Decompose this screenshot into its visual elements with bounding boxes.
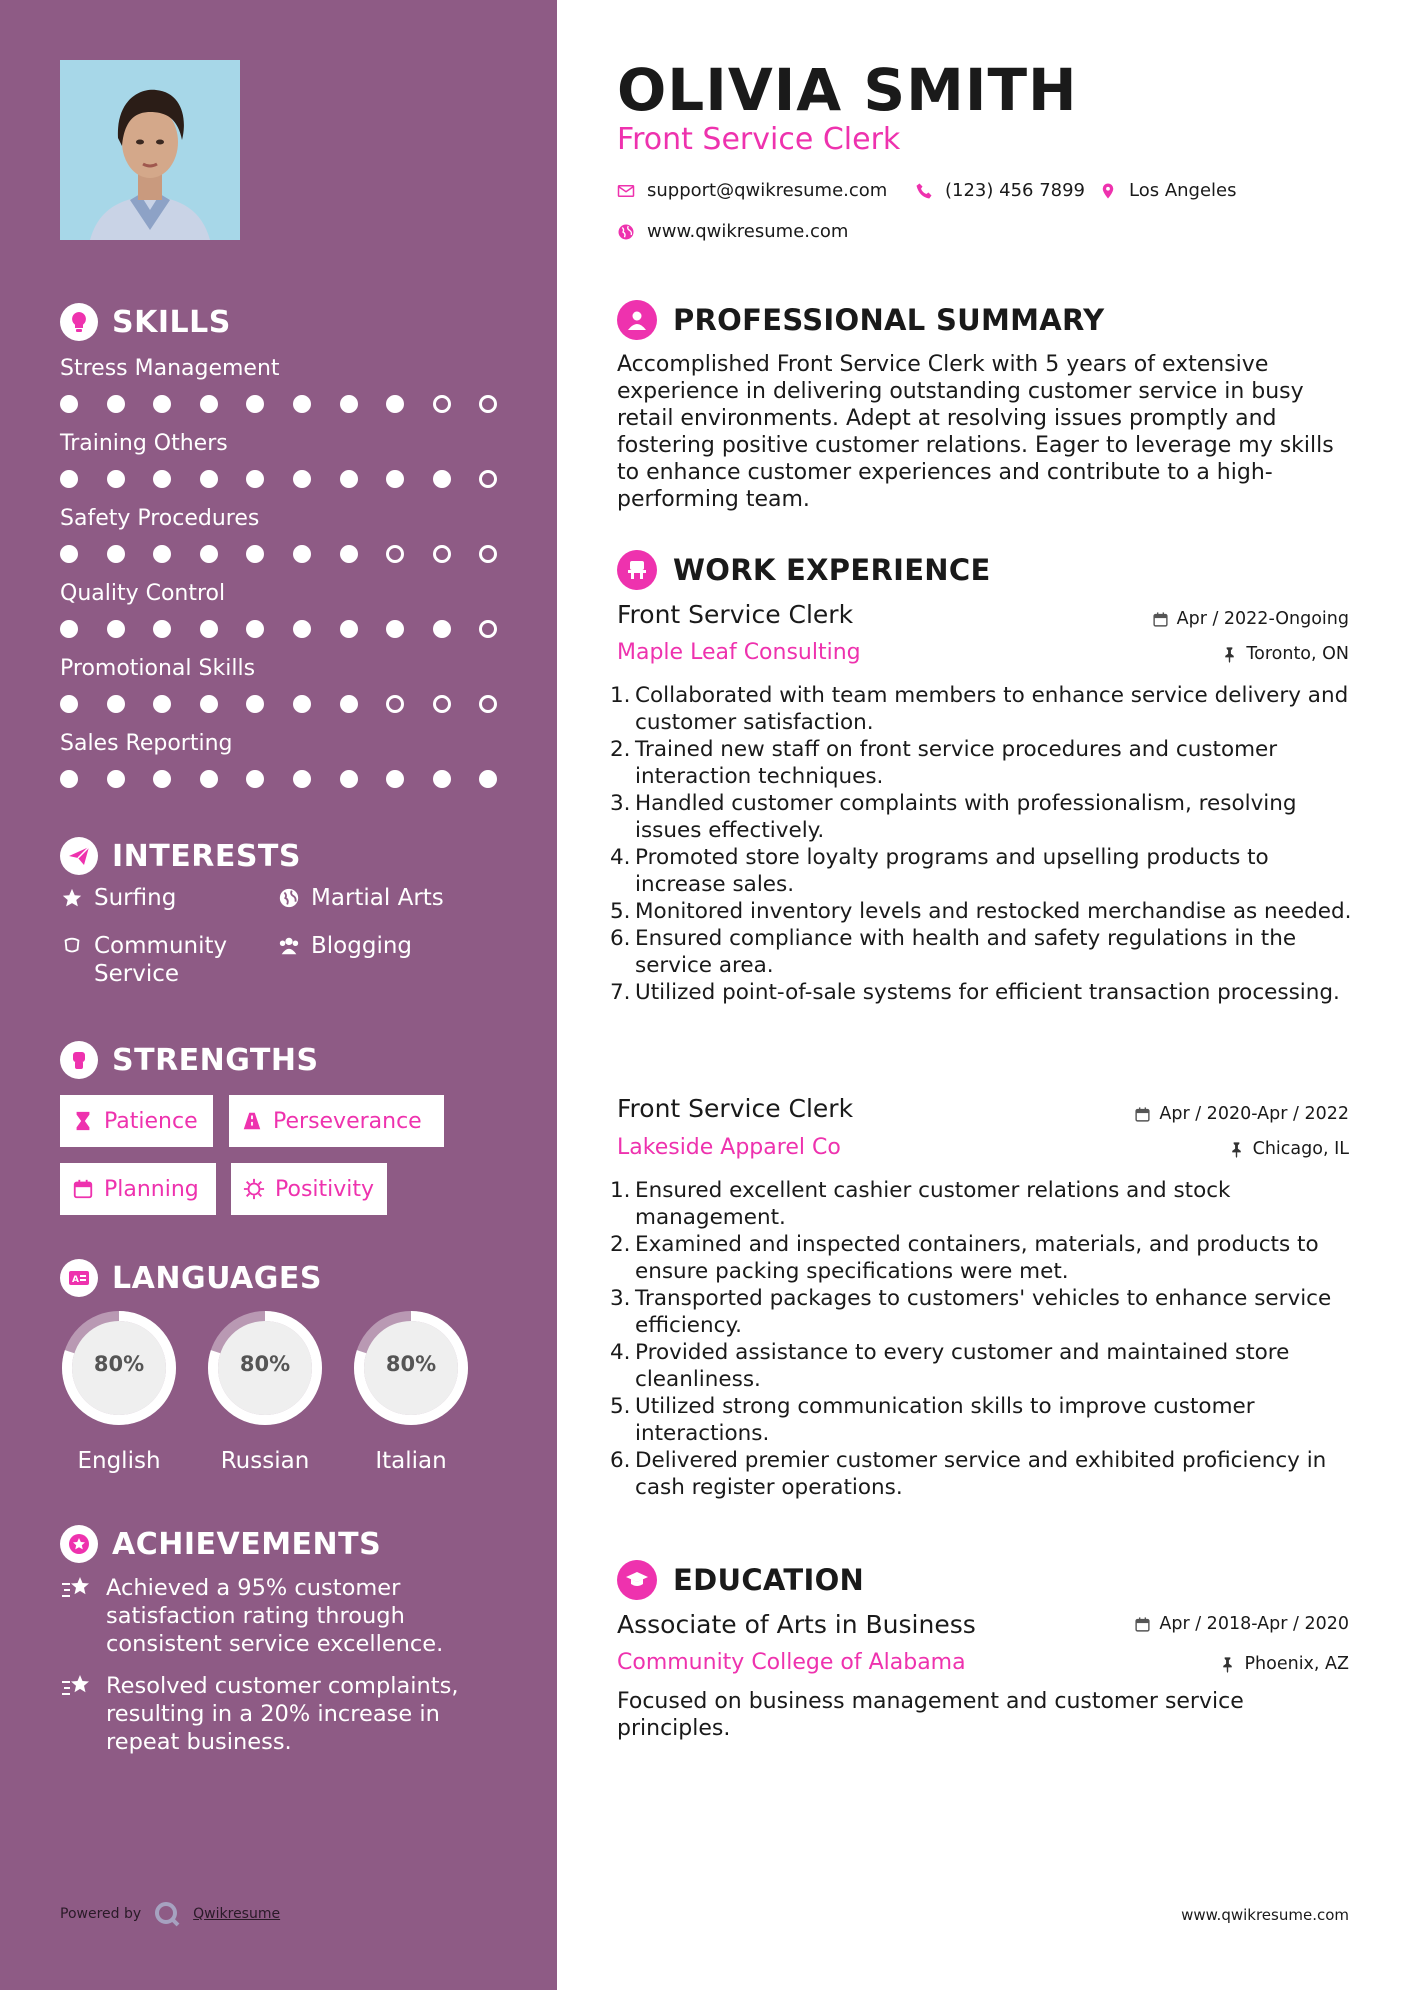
- rating-dot-filled: [433, 770, 451, 788]
- rating-dot-empty: [479, 470, 497, 488]
- location-text: Los Angeles: [1129, 180, 1237, 201]
- languages-heading: [60, 1259, 322, 1297]
- footer-website[interactable]: www.qwikresume.com: [1181, 1906, 1349, 1924]
- language-percent: 80%: [385, 1352, 437, 1376]
- rating-dot-filled: [479, 770, 497, 788]
- job-company: Maple Leaf Consulting: [617, 640, 861, 665]
- skills-title: SKILLS: [112, 304, 231, 340]
- rating-dot-empty: [479, 695, 497, 713]
- rating-dot-filled: [246, 620, 264, 638]
- bullet-number: 4.: [610, 1340, 631, 1365]
- rating-dot-empty: [386, 545, 404, 563]
- phone-icon: [915, 182, 933, 200]
- job-bullet: [610, 1447, 1355, 1501]
- bullet-number: 5.: [610, 899, 631, 924]
- rating-dot-filled: [340, 470, 358, 488]
- job-title: Front Service Clerk: [617, 1094, 854, 1123]
- education-location-text: Phoenix, AZ: [1244, 1654, 1349, 1674]
- rating-dot-filled: [386, 395, 404, 413]
- job-location-text: Chicago, IL: [1252, 1139, 1349, 1159]
- achievement-item: [60, 1672, 480, 1756]
- language-name: Italian: [375, 1448, 447, 1474]
- contact-location: [1099, 180, 1237, 201]
- rating-dot-filled: [386, 770, 404, 788]
- rating-dot-filled: [60, 470, 78, 488]
- language-percent: 80%: [93, 1352, 145, 1376]
- job-location: [1228, 1139, 1349, 1159]
- degree-title: Associate of Arts in Business: [617, 1610, 976, 1639]
- bullet-number: 1.: [610, 683, 631, 708]
- language-card-icon: [60, 1259, 98, 1297]
- rating-dot-filled: [293, 620, 311, 638]
- bullet-text: Transported packages to customers' vehicles to enhance service efficiency.: [635, 1286, 1332, 1338]
- rating-dot-filled: [433, 470, 451, 488]
- interest-label: Blogging: [311, 933, 413, 959]
- achievement-text: Resolved customer complaints, resulting in a 20% increase in repeat business.: [106, 1673, 459, 1755]
- sidebar: [0, 0, 557, 1990]
- job-bullet: [610, 790, 1355, 844]
- skill-rating: [60, 695, 500, 715]
- interest-item-martial-arts: [277, 884, 461, 912]
- rating-dot-filled: [107, 770, 125, 788]
- skill-rating: [60, 470, 500, 490]
- education-title: EDUCATION: [673, 1563, 865, 1597]
- rating-dot-filled: [246, 470, 264, 488]
- summary-heading: [617, 300, 1104, 340]
- bullet-number: 3.: [610, 791, 631, 816]
- rating-dot-filled: [293, 770, 311, 788]
- bullet-number: 7.: [610, 980, 631, 1005]
- skill-row: [60, 505, 500, 533]
- website-text: www.qwikresume.com: [647, 221, 849, 242]
- skill-rating: [60, 545, 500, 565]
- map-pin-icon: [1099, 182, 1117, 200]
- rating-dot-filled: [60, 395, 78, 413]
- bullet-text: Handled customer complaints with professionalism, resolving issues effectively.: [635, 791, 1297, 843]
- rating-dot-filled: [246, 695, 264, 713]
- experience-heading: [617, 550, 991, 590]
- contact-email[interactable]: [617, 180, 887, 201]
- strength-badge-patience: [60, 1095, 213, 1147]
- rating-dot-filled: [200, 545, 218, 563]
- globe-icon: [617, 223, 635, 241]
- interest-item-surfing: [60, 884, 244, 912]
- strengths-title: STRENGTHS: [112, 1042, 319, 1078]
- pushpin-icon: [1219, 1656, 1236, 1673]
- bullet-number: 5.: [610, 1394, 631, 1419]
- hand-icon: [60, 932, 84, 960]
- job-bullet: [610, 682, 1355, 736]
- rating-dot-filled: [293, 695, 311, 713]
- interest-label: Community Service: [94, 933, 228, 987]
- profile-photo: [60, 60, 240, 240]
- language-item: [203, 1306, 327, 1474]
- candidate-role: Front Service Clerk: [617, 122, 901, 157]
- rating-dot-filled: [340, 545, 358, 563]
- job-location-text: Toronto, ON: [1246, 644, 1349, 664]
- powered-by: [60, 1900, 280, 1928]
- strengths-heading: [60, 1041, 319, 1079]
- contact-phone[interactable]: [915, 180, 1085, 201]
- bullet-number: 4.: [610, 845, 631, 870]
- rating-dot-filled: [107, 545, 125, 563]
- shooting-star-icon: [60, 1574, 92, 1658]
- skill-rating: [60, 395, 500, 415]
- star-icon: [60, 884, 84, 912]
- interests-title: INTERESTS: [112, 838, 301, 874]
- hourglass-icon: [72, 1110, 94, 1132]
- interest-item-blogging: [277, 932, 461, 960]
- desk-icon: [617, 550, 657, 590]
- job-bullet: [610, 925, 1355, 979]
- bullet-text: Ensured excellent cashier customer relations and stock management.: [635, 1178, 1231, 1230]
- rating-dot-filled: [293, 470, 311, 488]
- interests-heading: [60, 837, 301, 875]
- rating-dot-empty: [433, 395, 451, 413]
- strength-badge-planning: [60, 1163, 216, 1215]
- bullet-text: Collaborated with team members to enhance service delivery and customer satisfaction.: [635, 683, 1349, 735]
- email-text: support@qwikresume.com: [647, 180, 888, 201]
- calendar-icon: [1134, 1616, 1151, 1633]
- job-dates-text: Apr / 2020-Apr / 2022: [1159, 1104, 1349, 1124]
- skill-rating: [60, 770, 500, 790]
- achievements-title: ACHIEVEMENTS: [112, 1526, 382, 1562]
- bullet-text: Promoted store loyalty programs and upselling products to increase sales.: [635, 845, 1269, 897]
- rating-dot-filled: [153, 470, 171, 488]
- rating-dot-filled: [107, 620, 125, 638]
- fist-icon: [60, 1041, 98, 1079]
- calendar-icon: [72, 1178, 94, 1200]
- interest-label: Martial Arts: [311, 885, 444, 911]
- skill-rating: [60, 620, 500, 640]
- graduation-cap-icon: [617, 1560, 657, 1600]
- job-dates: [1152, 609, 1349, 629]
- badge-star-icon: [60, 1525, 98, 1563]
- education-heading: [617, 1560, 864, 1600]
- bullet-number: 2.: [610, 737, 631, 762]
- bullet-text: Trained new staff on front service procedures and customer interaction techniques.: [635, 737, 1278, 789]
- rating-dot-empty: [433, 695, 451, 713]
- skill-name: Sales Reporting: [60, 731, 233, 756]
- skill-name: Promotional Skills: [60, 656, 256, 681]
- job-bullet: [610, 898, 1355, 925]
- paper-plane-icon: [60, 837, 98, 875]
- interest-item-community-service: [60, 932, 244, 988]
- language-item: [57, 1306, 181, 1474]
- bullet-number: 2.: [610, 1232, 631, 1257]
- powered-by-label: Powered by: [60, 1906, 142, 1922]
- phone-text: (123) 456 7899: [945, 180, 1086, 201]
- job-dates-text: Apr / 2022-Ongoing: [1176, 609, 1349, 629]
- rating-dot-filled: [153, 770, 171, 788]
- rating-dot-filled: [200, 470, 218, 488]
- job-bullet: [610, 1339, 1355, 1393]
- bullet-number: 3.: [610, 1286, 631, 1311]
- skill-row: [60, 730, 500, 758]
- bullet-text: Ensured compliance with health and safety regulations in the service area.: [635, 926, 1297, 978]
- education-dates-text: Apr / 2018-Apr / 2020: [1159, 1614, 1349, 1634]
- candidate-name: OLIVIA SMITH: [617, 56, 1078, 124]
- calendar-icon: [1152, 611, 1169, 628]
- job-company: Lakeside Apparel Co: [617, 1135, 841, 1160]
- rating-dot-filled: [153, 620, 171, 638]
- interest-label: Surfing: [94, 885, 177, 911]
- portrait-image: [60, 60, 240, 240]
- shooting-star-icon: [60, 1672, 92, 1756]
- strength-badge-perseverance: [229, 1095, 444, 1147]
- bullet-text: Delivered premier customer service and exhibited proficiency in cash register operations.: [635, 1448, 1327, 1500]
- job-bullet: [610, 736, 1355, 790]
- language-percent: 80%: [239, 1352, 291, 1376]
- bullet-text: Monitored inventory levels and restocked merchandise as needed.: [635, 899, 1352, 924]
- rating-dot-filled: [60, 770, 78, 788]
- rating-dot-empty: [433, 545, 451, 563]
- pushpin-icon: [1221, 646, 1238, 663]
- job-bullet: [610, 979, 1355, 1006]
- achievement-text: Achieved a 95% customer satisfaction rating through consistent service excellence.: [106, 1575, 444, 1657]
- rating-dot-filled: [340, 770, 358, 788]
- rating-dot-filled: [60, 695, 78, 713]
- rating-dot-filled: [340, 620, 358, 638]
- strength-label: Planning: [104, 1176, 199, 1202]
- svg-text:A: A: [72, 1275, 79, 1285]
- job-bullet: [610, 1231, 1355, 1285]
- job-title: Front Service Clerk: [617, 600, 854, 629]
- rating-dot-empty: [479, 545, 497, 563]
- languages-title: LANGUAGES: [112, 1260, 322, 1296]
- skill-name: Stress Management: [60, 356, 280, 381]
- job-bullet: [610, 1177, 1355, 1231]
- rating-dot-filled: [60, 620, 78, 638]
- globe-icon: [277, 884, 301, 912]
- rating-dot-filled: [107, 470, 125, 488]
- rating-dot-filled: [293, 395, 311, 413]
- bullet-number: 6.: [610, 1448, 631, 1473]
- rating-dot-filled: [153, 695, 171, 713]
- strength-label: Perseverance: [273, 1108, 422, 1134]
- bullet-number: 6.: [610, 926, 631, 951]
- contact-website[interactable]: [617, 221, 848, 242]
- job-bullets: [610, 682, 1355, 1006]
- bullet-text: Provided assistance to every customer and maintained store cleanliness.: [635, 1340, 1290, 1392]
- achievements-heading: [60, 1525, 381, 1563]
- skill-row: [60, 580, 500, 608]
- rating-dot-filled: [340, 695, 358, 713]
- users-icon: [277, 932, 301, 960]
- education-location: [1219, 1654, 1349, 1674]
- rating-dot-empty: [479, 620, 497, 638]
- rating-dot-filled: [200, 695, 218, 713]
- rating-dot-empty: [386, 695, 404, 713]
- school-name: Community College of Alabama: [617, 1650, 966, 1675]
- rating-dot-empty: [479, 395, 497, 413]
- skills-heading: [60, 303, 231, 341]
- lightbulb-icon: [60, 303, 98, 341]
- bullet-text: Examined and inspected containers, materials, and products to ensure packing specifications were met.: [635, 1232, 1319, 1284]
- rating-dot-filled: [386, 620, 404, 638]
- rating-dot-filled: [246, 770, 264, 788]
- strength-badge-positivity: [231, 1163, 387, 1215]
- strength-label: Positivity: [275, 1176, 375, 1202]
- rating-dot-filled: [293, 545, 311, 563]
- language-name: English: [77, 1448, 161, 1474]
- rating-dot-filled: [340, 395, 358, 413]
- road-icon: [241, 1110, 263, 1132]
- skill-name: Training Others: [60, 431, 228, 456]
- calendar-icon: [1134, 1106, 1151, 1123]
- skill-row: [60, 430, 500, 458]
- envelope-icon: [617, 182, 635, 200]
- achievement-item: [60, 1574, 480, 1658]
- rating-dot-filled: [200, 620, 218, 638]
- job-bullet: [610, 844, 1355, 898]
- rating-dot-filled: [153, 545, 171, 563]
- skill-name: Safety Procedures: [60, 506, 260, 531]
- skill-name: Quality Control: [60, 581, 226, 606]
- bullet-text: Utilized strong communication skills to improve customer interactions.: [635, 1394, 1255, 1446]
- bullet-number: 1.: [610, 1178, 631, 1203]
- qwikresume-link[interactable]: Qwikresume: [193, 1906, 281, 1922]
- rating-dot-filled: [107, 695, 125, 713]
- skill-row: [60, 655, 500, 683]
- rating-dot-filled: [107, 395, 125, 413]
- rating-dot-filled: [200, 770, 218, 788]
- job-bullet: [610, 1285, 1355, 1339]
- job-location: [1221, 644, 1349, 664]
- skill-row: [60, 355, 500, 383]
- rating-dot-filled: [153, 395, 171, 413]
- summary-text: Accomplished Front Service Clerk with 5 years of extensive experience in delivering outstanding customer service in busy retail environments. Adept at resolving issues promptly and fostering positive customer relations. Eager to leverage my skills to enhance customer experiences and contribute to a high-performing team.: [617, 352, 1334, 512]
- pushpin-icon: [1228, 1141, 1245, 1158]
- user-icon: [617, 300, 657, 340]
- education-dates: [1134, 1614, 1349, 1634]
- language-name: Russian: [220, 1448, 310, 1474]
- qwikresume-logo-icon: [153, 1900, 181, 1928]
- experience-title: WORK EXPERIENCE: [673, 553, 991, 587]
- language-item: [349, 1306, 473, 1474]
- rating-dot-filled: [386, 470, 404, 488]
- job-dates: [1134, 1104, 1349, 1124]
- summary-title: PROFESSIONAL SUMMARY: [673, 303, 1105, 337]
- rating-dot-filled: [246, 395, 264, 413]
- job-bullets: [610, 1177, 1355, 1501]
- rating-dot-filled: [246, 545, 264, 563]
- rating-dot-filled: [433, 620, 451, 638]
- strength-label: Patience: [104, 1108, 198, 1134]
- bullet-text: Utilized point-of-sale systems for efficient transaction processing.: [635, 980, 1340, 1005]
- job-bullet: [610, 1393, 1355, 1447]
- rating-dot-filled: [200, 395, 218, 413]
- education-description: Focused on business management and customer service principles.: [617, 1689, 1244, 1741]
- sun-icon: [243, 1178, 265, 1200]
- rating-dot-filled: [60, 545, 78, 563]
